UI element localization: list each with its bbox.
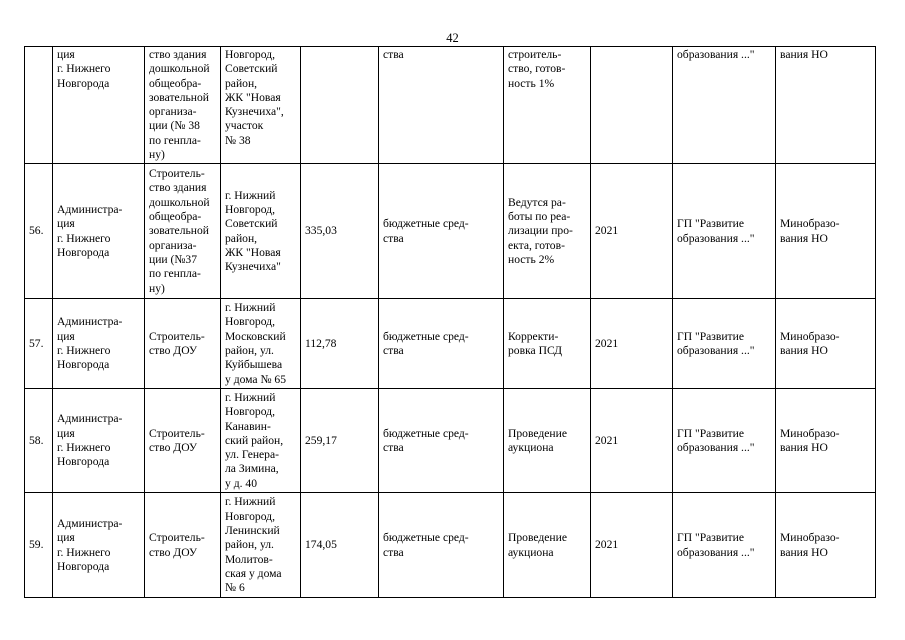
status-cell: Корректи- ровка ПСД bbox=[504, 299, 591, 389]
year-cell: 2021 bbox=[591, 299, 673, 389]
program-cell: ГП "Развитие образования ..." bbox=[673, 389, 776, 493]
address-cell: г. Нижний Новгород, Ленинский район, ул. Молитов- ская у дома № 6 bbox=[221, 493, 301, 598]
customer-cell: Администра- ция г. Нижнего Новгорода bbox=[53, 299, 145, 389]
program-cell: образования ..." bbox=[673, 47, 776, 164]
object-cell: Строитель- ство ДОУ bbox=[145, 493, 221, 598]
amount-cell: 112,78 bbox=[301, 299, 379, 389]
object-cell: ство здания дошкольной общеобра- зовательной организа- ции (№ 38 по генпла- ну) bbox=[145, 47, 221, 164]
customer-cell: Администра- ция г. Нижнего Новгорода bbox=[53, 493, 145, 598]
status-cell: Проведение аукциона bbox=[504, 389, 591, 493]
ministry-cell: вания НО bbox=[776, 47, 876, 164]
address-cell: Новгород, Советский район, ЖК "Новая Кузнечиха", участок № 38 bbox=[221, 47, 301, 164]
year-cell: 2021 bbox=[591, 493, 673, 598]
construction-table bbox=[24, 46, 876, 598]
customer-cell: Администра- ция г. Нижнего Новгорода bbox=[53, 389, 145, 493]
funding-source-cell: бюджетные сред- ства bbox=[379, 389, 504, 493]
status-cell: Ведутся ра- боты по реа- лизации про- екта, готов- ность 2% bbox=[504, 164, 591, 299]
row-number: 57. bbox=[25, 299, 53, 389]
funding-source-cell: бюджетные сред- ства bbox=[379, 299, 504, 389]
ministry-cell: Минобразо- вания НО bbox=[776, 493, 876, 598]
program-cell: ГП "Развитие образования ..." bbox=[673, 164, 776, 299]
amount-cell: 174,05 bbox=[301, 493, 379, 598]
object-cell: Строитель- ство ДОУ bbox=[145, 299, 221, 389]
page-number: 42 bbox=[446, 31, 459, 45]
row-number: 59. bbox=[25, 493, 53, 598]
funding-source-cell: ства bbox=[379, 47, 504, 164]
row-number: 56. bbox=[25, 164, 53, 299]
ministry-cell: Минобразо- вания НО bbox=[776, 299, 876, 389]
program-cell: ГП "Развитие образования ..." bbox=[673, 493, 776, 598]
year-cell: 2021 bbox=[591, 164, 673, 299]
row-number: 58. bbox=[25, 389, 53, 493]
ministry-cell: Минобразо- вания НО bbox=[776, 164, 876, 299]
year-cell: 2021 bbox=[591, 389, 673, 493]
year-cell bbox=[591, 47, 673, 164]
table-row bbox=[25, 164, 876, 299]
status-cell: строитель- ство, готов- ность 1% bbox=[504, 47, 591, 164]
funding-source-cell: бюджетные сред- ства bbox=[379, 164, 504, 299]
address-cell: г. Нижний Новгород, Советский район, ЖК "Новая Кузнечиха" bbox=[221, 164, 301, 299]
table-row bbox=[25, 299, 876, 389]
customer-cell: ция г. Нижнего Новгорода bbox=[53, 47, 145, 164]
funding-source-cell: бюджетные сред- ства bbox=[379, 493, 504, 598]
address-cell: г. Нижний Новгород, Московский район, ул. Куйбышева у дома № 65 bbox=[221, 299, 301, 389]
program-cell: ГП "Развитие образования ..." bbox=[673, 299, 776, 389]
customer-cell: Администра- ция г. Нижнего Новгорода bbox=[53, 164, 145, 299]
status-cell: Проведение аукциона bbox=[504, 493, 591, 598]
amount-cell: 259,17 bbox=[301, 389, 379, 493]
amount-cell: 335,03 bbox=[301, 164, 379, 299]
amount-cell bbox=[301, 47, 379, 164]
table-row bbox=[25, 389, 876, 493]
object-cell: Строитель- ство ДОУ bbox=[145, 389, 221, 493]
table-row bbox=[25, 47, 876, 164]
table-row bbox=[25, 493, 876, 598]
ministry-cell: Минобразо- вания НО bbox=[776, 389, 876, 493]
object-cell: Строитель- ство здания дошкольной общеобра- зовательной организа- ции (№37 по генпла- ну) bbox=[145, 164, 221, 299]
address-cell: г. Нижний Новгород, Канавин- ский район, ул. Генера- ла Зимина, у д. 40 bbox=[221, 389, 301, 493]
row-number bbox=[25, 47, 53, 164]
